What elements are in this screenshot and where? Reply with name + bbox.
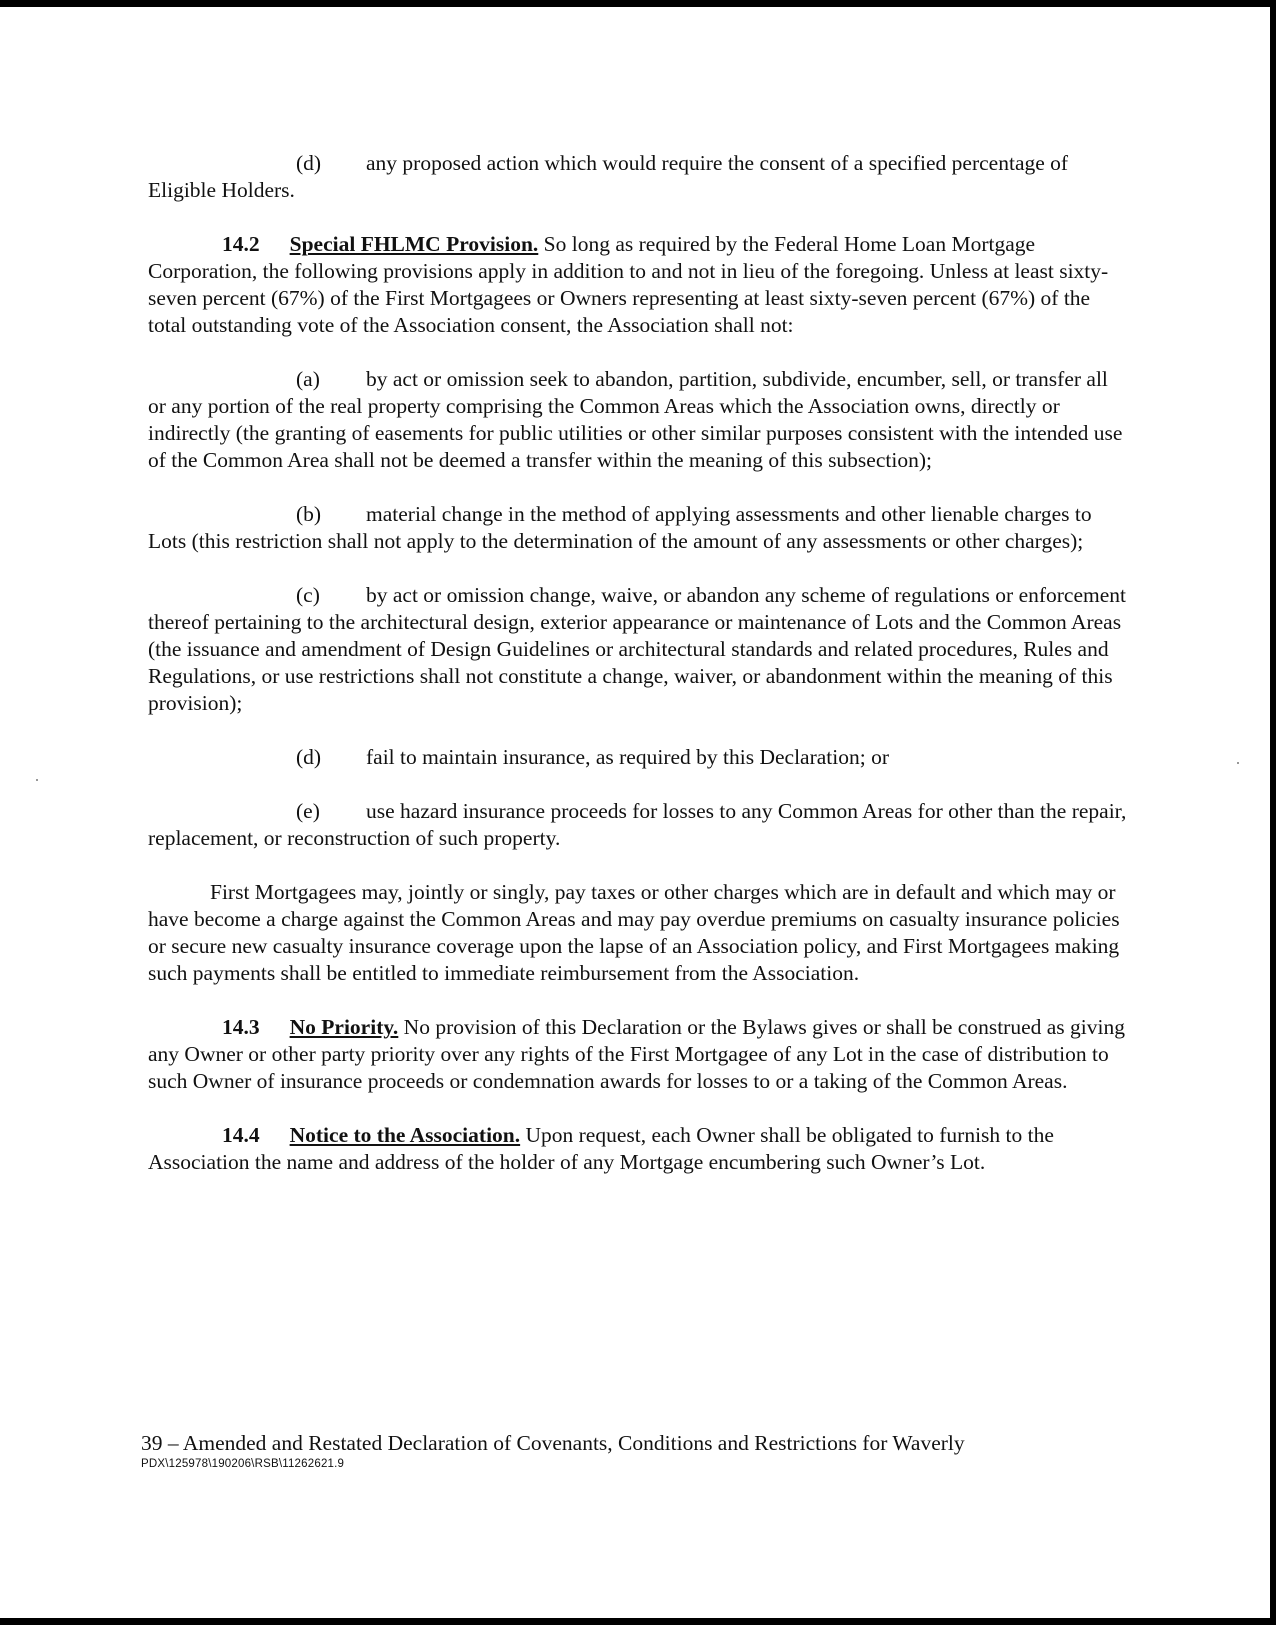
scan-edge-top bbox=[0, 0, 1276, 7]
subsection-text: fail to maintain insurance, as required by this Declaration; or bbox=[366, 745, 889, 769]
footer-document-id: PDX\125978\190206\RSB\11262621.9 bbox=[141, 1458, 345, 1470]
footer-title: 39 – Amended and Restated Declaration of Covenants, Conditions and Restrictions for Waverly bbox=[141, 1431, 965, 1455]
document-body bbox=[148, 150, 1128, 1176]
subsection-b bbox=[148, 501, 1128, 555]
subsection-text: any proposed action which would require the consent of a specified percentage of Eligible Holders. bbox=[148, 151, 1069, 202]
subsection-label: (d) bbox=[296, 745, 322, 769]
section-text: No provision of this Declaration or the Bylaws gives or shall be construed as giving any Owner or other party priority over any rights of the First Mortgagee of any Lot in the case of distribution to such Owner of insurance proceeds or condemnation awards for losses to or a taking of the Common Areas. bbox=[148, 1015, 1125, 1093]
subsection-label: (e) bbox=[296, 799, 320, 823]
scan-edge-bottom bbox=[0, 1618, 1276, 1625]
subsection-d bbox=[148, 744, 1128, 771]
subsection-text: by act or omission change, waive, or abandon any scheme of regulations or enforcement thereof pertaining to the architectural design, exterior appearance or maintenance of Lots and the Common Areas (the issuance and amendment of Design Guidelines or architectural standards and related procedures, Rules and Regulations, or use restrictions shall not constitute a change, waiver, or abandonment within the meaning of this provision); bbox=[148, 583, 1127, 715]
section-text: So long as required by the Federal Home Loan Mortgage Corporation, the following provisions apply in addition to and not in lieu of the foregoing. Unless at least sixty-seven percent (67%) of the First Mortgagees or Owners representing at least sixty-seven percent (67%) of the total outstanding vote of the Association consent, the Association shall not: bbox=[148, 232, 1109, 337]
section-text: Upon request, each Owner shall be obligated to furnish to the Association the name and address of the holder of any Mortgage encumbering such Owner’s Lot. bbox=[148, 1123, 1054, 1174]
subsection-d-eligible-holders bbox=[148, 150, 1128, 204]
scan-edge-right bbox=[1270, 0, 1276, 1625]
section-14-3 bbox=[148, 1014, 1128, 1095]
section-14-2 bbox=[148, 231, 1128, 339]
subsection-text: use hazard insurance proceeds for losses to any Common Areas for other than the repair, replacement, or reconstruction of such property. bbox=[148, 799, 1127, 850]
subsection-c bbox=[148, 582, 1128, 717]
section-14-4 bbox=[148, 1122, 1128, 1176]
section-number: 14.2 bbox=[222, 232, 260, 256]
subsection-label: (b) bbox=[296, 502, 322, 526]
mortgagees-paragraph: First Mortgagees may, jointly or singly, pay taxes or other charges which are in default and which may or have become a charge against the Common Areas and may pay overdue premiums on casualty insurance policies or secure new casualty insurance coverage upon the lapse of an Association policy, and First Mortgagees making such payments shall be entitled to immediate reimbursement from the Association. bbox=[148, 880, 1120, 985]
scan-speck bbox=[36, 779, 38, 781]
subsection-label: (a) bbox=[296, 367, 320, 391]
page-footer bbox=[141, 1430, 1141, 1472]
subsection-label: (c) bbox=[296, 583, 320, 607]
section-heading: Special FHLMC Provision. bbox=[289, 232, 539, 256]
section-heading: No Priority. bbox=[289, 1015, 399, 1039]
section-heading: Notice to the Association. bbox=[289, 1123, 521, 1147]
scan-speck bbox=[1237, 762, 1239, 764]
subsection-label: (d) bbox=[296, 151, 322, 175]
subsection-a bbox=[148, 366, 1128, 474]
subsection-text: by act or omission seek to abandon, partition, subdivide, encumber, sell, or transfer all or any portion of the real property comprising the Common Areas which the Association owns, directly or indirectly (the granting of easements for public utilities or other similar purposes consistent with the intended use of the Common Area shall not be deemed a transfer within the meaning of this subsection); bbox=[148, 367, 1123, 472]
subsection-e bbox=[148, 798, 1128, 852]
section-number: 14.4 bbox=[222, 1123, 260, 1147]
section-number: 14.3 bbox=[222, 1015, 260, 1039]
subsection-text: material change in the method of applying assessments and other lienable charges to Lots (this restriction shall not apply to the determination of the amount of any assessments or other charges); bbox=[148, 502, 1092, 553]
